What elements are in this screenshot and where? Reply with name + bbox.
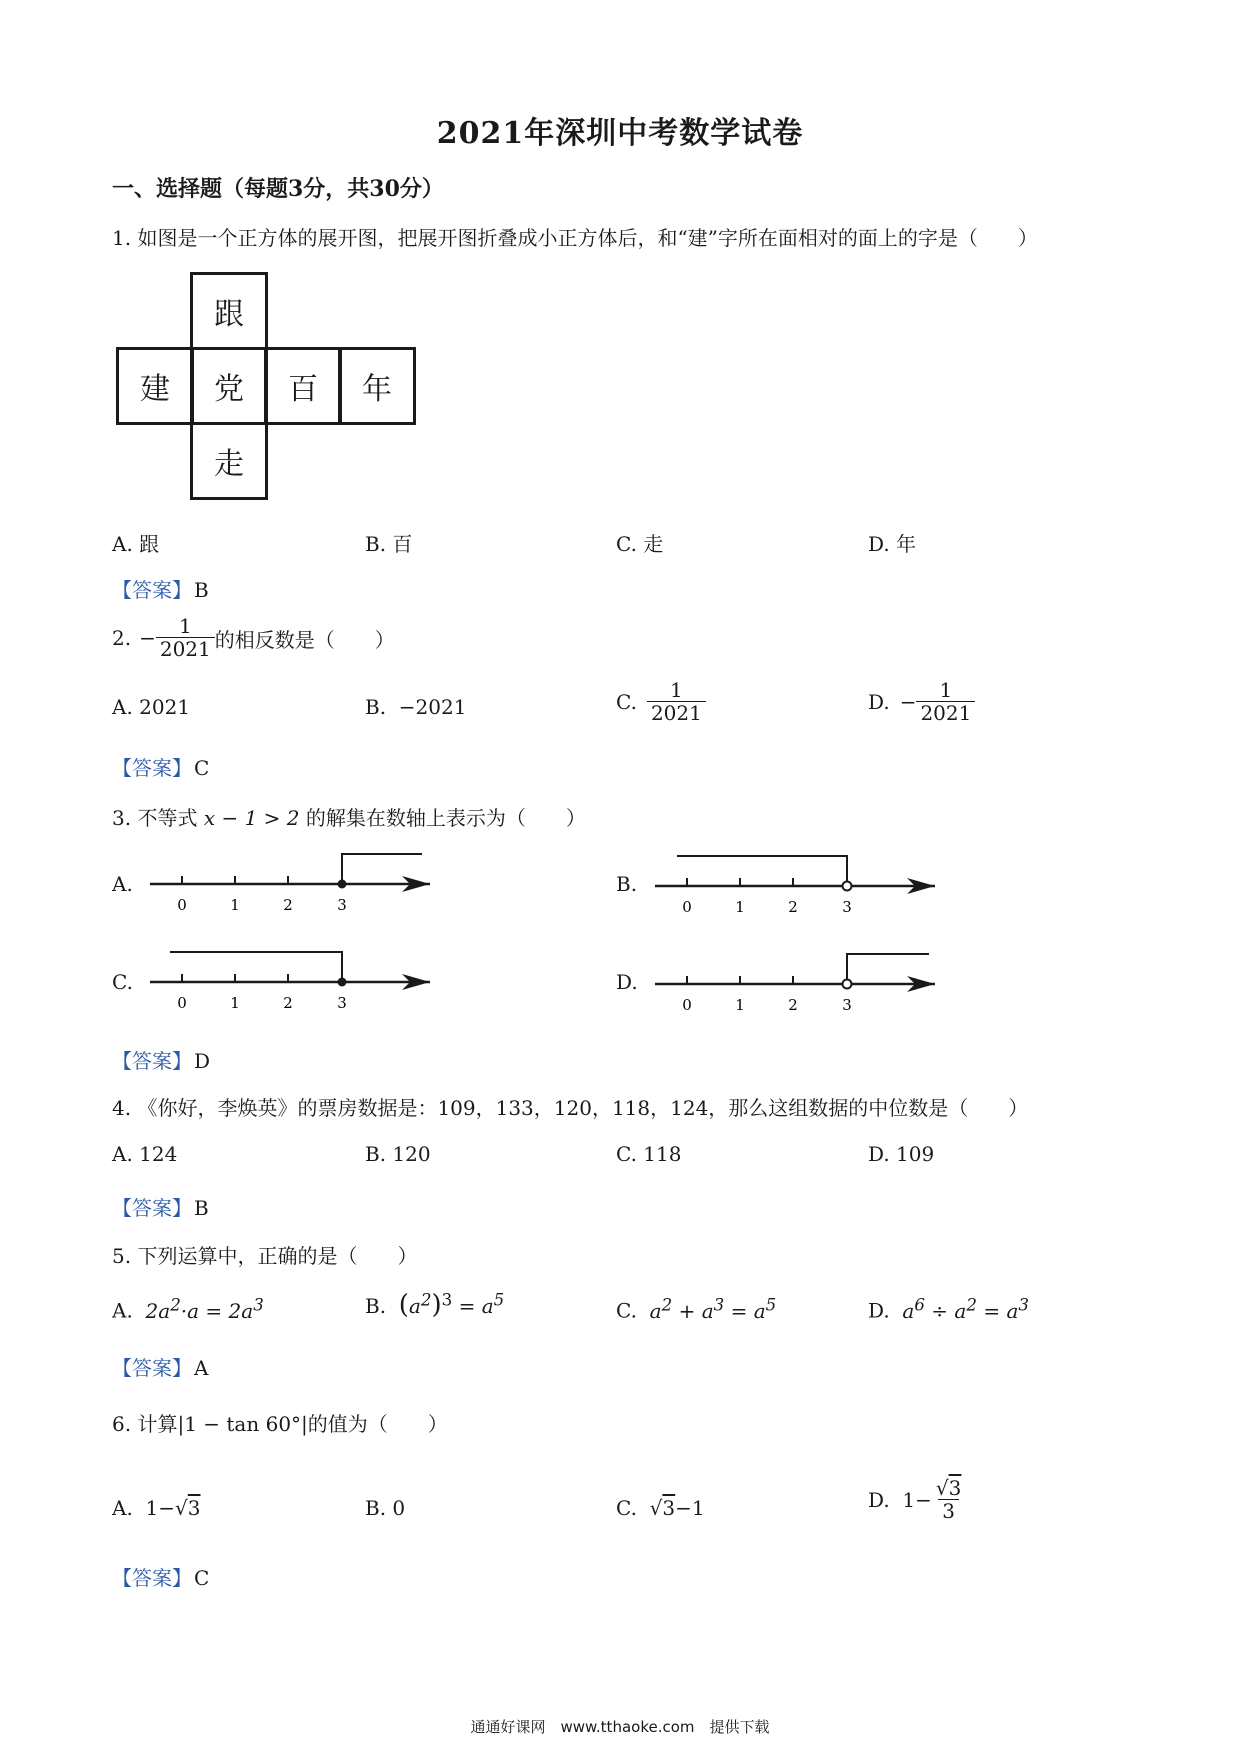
q4-answer [112, 1192, 209, 1221]
answer-letter: B [194, 1196, 209, 1220]
tick-1: 1 [735, 898, 745, 916]
tick-0: 0 [177, 896, 187, 914]
q3-label-c: C. [112, 970, 133, 994]
q6-a-pre: 1− [145, 1496, 176, 1520]
q6-option-d [868, 1478, 965, 1522]
q2-d-num: 1 [939, 678, 953, 702]
tick-2: 2 [788, 996, 798, 1014]
q3-label-d: D. [616, 970, 638, 994]
q2-d-den: 2021 [916, 701, 975, 724]
question-6-stem [112, 1408, 448, 1437]
q4-option-a: A. 124 [112, 1142, 178, 1166]
tick-2: 2 [283, 896, 293, 914]
tick-1: 1 [230, 896, 240, 914]
q2-option-a: A. 2021 [112, 695, 191, 719]
q6-option-d-label: D. [868, 1488, 890, 1512]
q2-answer [112, 752, 209, 781]
q5-option-c-label: C. [616, 1298, 637, 1323]
q5-option-b: B. $(a^2)^3 = a^5$ [365, 1290, 505, 1320]
tick-3: 3 [337, 896, 347, 914]
tick-3: 3 [842, 996, 852, 1014]
q2-fraction [156, 616, 215, 660]
question-2-stem [112, 616, 395, 660]
q2-option-d [868, 680, 975, 724]
q3-answer [112, 1045, 210, 1074]
q5-option-d: D. $a^6 \div a^2 = a^3$ [868, 1295, 1029, 1323]
q2-option-d-fraction [916, 680, 975, 724]
sqrt-icon: √ [935, 1476, 949, 1500]
q1-option-d: D. 年 [868, 532, 917, 556]
q6-option-a [112, 1496, 201, 1520]
net-face-left: 建 [116, 347, 194, 425]
q4-option-d: D. 109 [868, 1142, 935, 1166]
q4-option-b: B. 120 [365, 1142, 431, 1166]
q3-numberline-b [645, 848, 945, 918]
q5-option-d-label: D. [868, 1298, 890, 1323]
tick-1: 1 [230, 994, 240, 1012]
q2-option-b [365, 695, 466, 719]
q2-option-d-label: D. [868, 690, 890, 714]
sqrt-icon: √ [175, 1496, 188, 1520]
net-face-right2: 年 [338, 347, 416, 425]
tick-3: 3 [337, 994, 347, 1012]
q2-minus: − [139, 626, 156, 650]
q2-option-c [616, 680, 706, 724]
q3-numberline-c [140, 946, 440, 1016]
sqrt-icon: √ [649, 1496, 663, 1520]
tick-2: 2 [283, 994, 293, 1012]
q2-frac-den: 2021 [156, 637, 215, 660]
q5-option-c: C. $a^2 + a^3 = a^5$ [616, 1295, 777, 1323]
q3-stem-b: 的解集在数轴上表示为（ ） [305, 806, 586, 830]
tick-0: 0 [177, 994, 187, 1012]
answer-label: 【答案】 [112, 578, 192, 602]
q3-numberline-d [645, 946, 945, 1016]
answer-label: 【答案】 [112, 1049, 192, 1073]
tick-2: 2 [788, 898, 798, 916]
cube-net-figure [116, 272, 426, 508]
tick-0: 0 [682, 996, 692, 1014]
answer-letter: A [194, 1356, 209, 1380]
net-face-top: 跟 [190, 272, 268, 350]
answer-letter: C [194, 756, 210, 780]
q6-expression: |1 − tan 60°| [177, 1412, 308, 1436]
tick-3: 3 [842, 898, 852, 916]
q6-a-radicand: 3 [187, 1496, 201, 1520]
q6-d-pre: 1− [902, 1488, 932, 1512]
q3-inequality: x − 1 > 2 [203, 806, 300, 830]
q6-stem-a: 6. 计算 [112, 1412, 178, 1436]
tick-0: 0 [682, 898, 692, 916]
q5-option-a-label: A. [112, 1298, 133, 1323]
net-face-right1: 百 [264, 347, 342, 425]
answer-letter: C [194, 1566, 210, 1590]
q6-stem-b: 的值为（ ） [307, 1412, 448, 1436]
q6-option-a-label: A. [112, 1496, 133, 1520]
q5-option-b-label: B. [365, 1294, 387, 1318]
tick-1: 1 [735, 996, 745, 1014]
q3-numberline-a [140, 848, 440, 918]
q3-label-b: B. [616, 872, 638, 896]
q2-stem-tail: 的相反数是（ ） [214, 627, 395, 652]
q6-c-radicand: 3 [662, 1496, 676, 1520]
answer-letter: B [194, 578, 209, 602]
q4-option-c: C. 118 [616, 1142, 682, 1166]
q2-option-d-minus: − [899, 690, 917, 714]
page-title: 2021年深圳中考数学试卷 [436, 116, 804, 151]
q2-option-b-label: B. [365, 695, 387, 719]
question-1-stem: 1. 如图是一个正方体的展开图，把展开图折叠成小正方体后，和“建”字所在面相对的面上的字是（ ） [112, 226, 1038, 250]
q2-c-den: 2021 [647, 701, 706, 724]
q6-d-fraction [932, 1478, 965, 1522]
q2-number: 2. [112, 626, 132, 650]
q3-label-a: A. [112, 872, 133, 896]
answer-label: 【答案】 [112, 756, 192, 780]
q1-option-a: A. 跟 [112, 532, 160, 556]
answer-letter: D [194, 1049, 211, 1073]
q3-stem-a: 3. 不等式 [112, 806, 198, 830]
q5-option-a: A. $2a^2\cdot a = 2a^3$ [112, 1295, 264, 1323]
q6-c-post: −1 [675, 1496, 705, 1520]
q6-option-b-label: B. [365, 1496, 387, 1520]
q2-option-c-label: C. [616, 690, 637, 714]
q1-option-b: B. 百 [365, 532, 413, 556]
q1-answer [112, 574, 209, 603]
q6-b-value: 0 [392, 1496, 406, 1520]
q1-option-c: C. 走 [616, 532, 664, 556]
net-face-center: 党 [190, 347, 268, 425]
q6-option-c [616, 1496, 705, 1520]
q2-option-b-value: −2021 [398, 695, 467, 719]
answer-label: 【答案】 [112, 1356, 192, 1380]
q2-option-c-fraction [647, 680, 706, 724]
answer-label: 【答案】 [112, 1196, 192, 1220]
q5-answer [112, 1352, 208, 1381]
net-face-bottom: 走 [190, 422, 268, 500]
question-5-stem: 5. 下列运算中，正确的是（ ） [112, 1244, 418, 1268]
answer-label: 【答案】 [112, 1566, 192, 1590]
q6-d-den: 3 [938, 1499, 959, 1522]
question-4-stem: 4. 《你好，李焕英》的票房数据是：109，133，120，118，124，那么这组数据的中位数是（ ） [112, 1096, 1029, 1120]
q2-c-num: 1 [670, 678, 683, 702]
question-3-stem [112, 802, 586, 831]
q6-answer [112, 1562, 209, 1591]
footer-watermark: 通通好课网 www.tthaoke.com 提供下载 [470, 1718, 770, 1736]
section-heading: 一、选择题（每题3分，共30分） [112, 176, 444, 202]
q2-frac-num: 1 [178, 614, 192, 638]
q6-option-c-label: C. [616, 1496, 637, 1520]
q6-option-b [365, 1496, 405, 1520]
q6-d-radicand: 3 [948, 1476, 962, 1500]
